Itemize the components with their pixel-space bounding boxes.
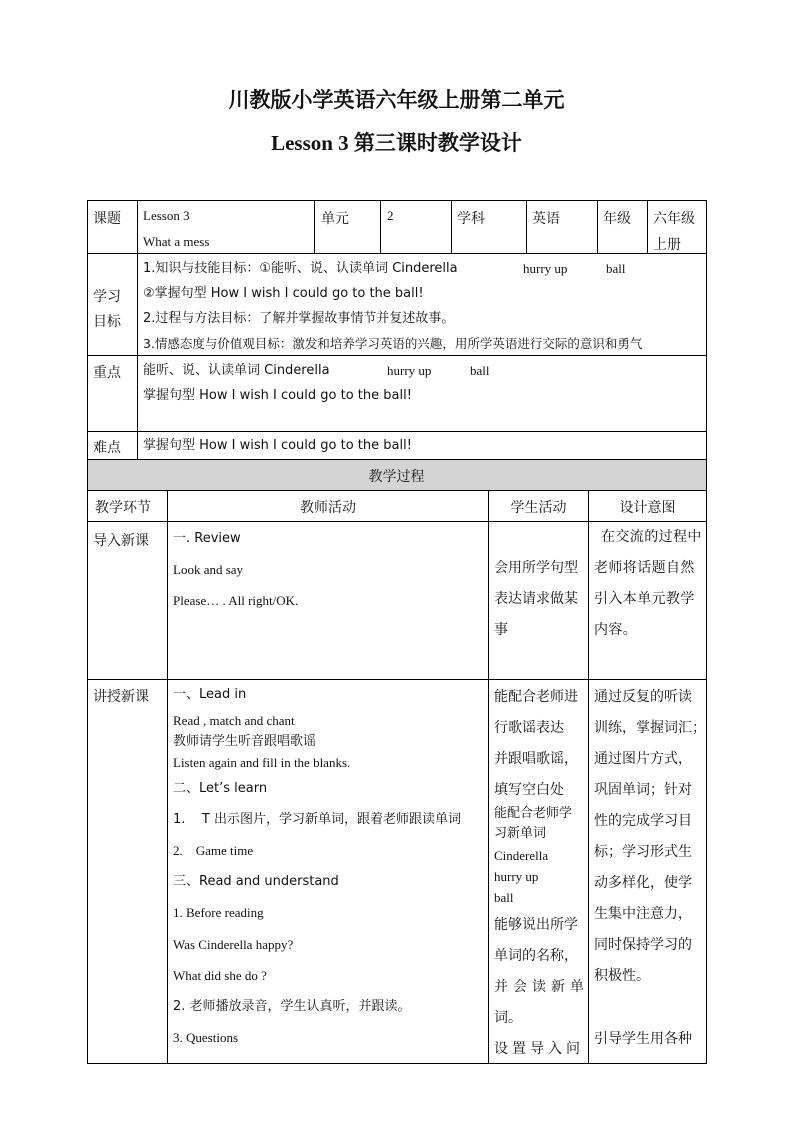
design-intent-line: 训练，掌握词汇； <box>594 720 706 736</box>
student-activity-line: 并会读新单 <box>494 979 589 995</box>
grade-value: 上册 <box>653 237 681 253</box>
objective-word: ball <box>606 261 626 276</box>
difficult-text: 掌握句型 How I wish I could go to the ball! <box>143 438 412 453</box>
col-header-intent: 设计意图 <box>619 500 676 516</box>
col-divider <box>380 200 381 253</box>
teacher-activity-line: Look and say <box>173 562 244 577</box>
student-activity-line: 填写空白处 <box>494 782 564 798</box>
key-point-word: hurry up <box>387 363 432 378</box>
row-divider <box>87 355 707 356</box>
design-intent-line: 生集中注意力， <box>594 906 692 922</box>
col-header-teacher: 教师活动 <box>300 500 356 516</box>
teacher-activity-line: 一、Lead in <box>173 687 247 702</box>
unit-value: 2 <box>387 208 394 223</box>
student-activity-line: 能够说出所学 <box>494 917 578 933</box>
teacher-activity-line: 3. Questions <box>173 1030 238 1045</box>
col-divider <box>597 200 598 253</box>
student-activity-line: Cinderella <box>494 848 549 863</box>
design-intent-line: 积极性。 <box>594 968 650 984</box>
col-header-student: 学生活动 <box>510 500 567 516</box>
design-intent-line: 同时保持学习的 <box>594 937 692 953</box>
objectives-label: 目标 <box>93 314 121 330</box>
unit-label: 单元 <box>321 211 349 227</box>
subject-label: 学科 <box>457 211 485 227</box>
teacher-activity-line: 1. T 出示图片，学习新单词，跟着老师跟读单词 <box>173 812 462 827</box>
teacher-activity-line: What did she do ? <box>173 968 267 983</box>
row-divider <box>87 253 707 254</box>
page-subtitle: Lesson 3 第三课时教学设计 <box>271 131 522 155</box>
col-header-stage: 教学环节 <box>95 500 151 516</box>
student-activity-line: 词。 <box>494 1010 522 1026</box>
design-intent-line: 巩固单词；针对 <box>594 782 692 798</box>
col-divider <box>451 200 452 253</box>
row-divider <box>87 431 707 432</box>
key-point-line: 掌握句型 How I wish I could go to the ball! <box>143 388 412 403</box>
teacher-activity-line: 一. Review <box>173 531 241 546</box>
student-activity-line: 单词的名称， <box>494 948 578 964</box>
topic-label: 课题 <box>93 211 121 227</box>
grade-label: 年级 <box>603 211 631 227</box>
student-activity-line: 能配合老师进 <box>494 689 578 705</box>
design-intent: 在交流的过程中老师将话题自然引入本单元教学内容。 <box>594 529 702 638</box>
key-point-line: 能听、说、认读单词 Cinderella <box>143 363 330 378</box>
design-intent-line: 标；学习形式生 <box>594 844 692 860</box>
student-activity-line: hurry up <box>494 869 539 884</box>
objective-line: 1.知识与技能目标：①能听、说、认读单词 Cinderella <box>143 261 458 276</box>
student-activity-line: 能配合老师学 <box>494 806 573 821</box>
teacher-activity-line: 二、Let’s learn <box>173 781 268 796</box>
student-activity-line: 设置导入问 <box>494 1041 584 1057</box>
teacher-activity-line: Please… . All right/OK. <box>173 593 299 608</box>
process-header: 教学过程 <box>368 469 425 485</box>
teacher-activity-line: 三、Read and understand <box>173 874 339 889</box>
col-divider <box>526 200 527 253</box>
teacher-activity-line: 2. Game time <box>173 843 254 858</box>
teacher-activity-line: 教师请学生听音跟唱歌谣 <box>173 734 317 749</box>
student-activity-line: 并跟唱歌谣， <box>494 751 578 767</box>
topic-value: What a mess <box>143 234 210 249</box>
grade-value: 六年级 <box>653 211 695 227</box>
design-intent-line: 性的完成学习目 <box>594 813 692 829</box>
col-divider <box>488 490 489 1064</box>
student-activity-line: 行歌谣表达 <box>494 720 564 736</box>
subject-value: 英语 <box>532 211 560 227</box>
lesson-stage: 讲授新课 <box>93 689 149 705</box>
objective-line: 3.情感态度与价值观目标：激发和培养学习英语的兴趣，用所学英语进行交际的意识和勇气 <box>143 336 643 351</box>
design-intent-line: 通过反复的听读 <box>594 689 692 705</box>
page-title: 川教版小学英语六年级上册第二单元 <box>228 88 565 112</box>
objective-line: ②掌握句型 How I wish I could go to the ball! <box>143 286 424 301</box>
student-activity-line: ball <box>494 890 514 905</box>
col-divider <box>137 200 138 459</box>
intro-stage: 导入新课 <box>93 533 149 549</box>
topic-value: Lesson 3 <box>143 208 190 223</box>
row-divider <box>87 679 707 680</box>
design-intent-line: 通过图片方式， <box>594 751 692 767</box>
col-divider <box>167 490 168 1064</box>
row-divider <box>87 459 707 460</box>
objectives-label: 学习 <box>93 289 121 305</box>
objective-word: hurry up <box>523 261 568 276</box>
teacher-activity-line: Was Cinderella happy? <box>173 937 294 952</box>
teacher-activity-line: Read , match and chant <box>173 713 295 728</box>
row-divider <box>87 490 707 491</box>
design-intent-line: 引导学生用各种 <box>594 1031 692 1047</box>
key-point-word: ball <box>470 363 490 378</box>
difficult-label: 难点 <box>93 440 121 456</box>
teacher-activity-line: 2. 老师播放录音，学生认真听，并跟读。 <box>173 999 411 1014</box>
objective-line: 2.过程与方法目标：了解并掌握故事情节并复述故事。 <box>143 311 455 326</box>
student-activity-line: 习新单词 <box>494 826 547 841</box>
key-points-label: 重点 <box>93 365 121 381</box>
col-divider <box>314 200 315 253</box>
design-intent-line: 动多样化，使学 <box>594 875 692 891</box>
col-divider <box>647 200 648 253</box>
teacher-activity-line: 1. Before reading <box>173 905 264 920</box>
student-activity: 会用所学句型表达请求做某事 <box>494 560 578 638</box>
teacher-activity-line: Listen again and fill in the blanks. <box>173 755 351 770</box>
